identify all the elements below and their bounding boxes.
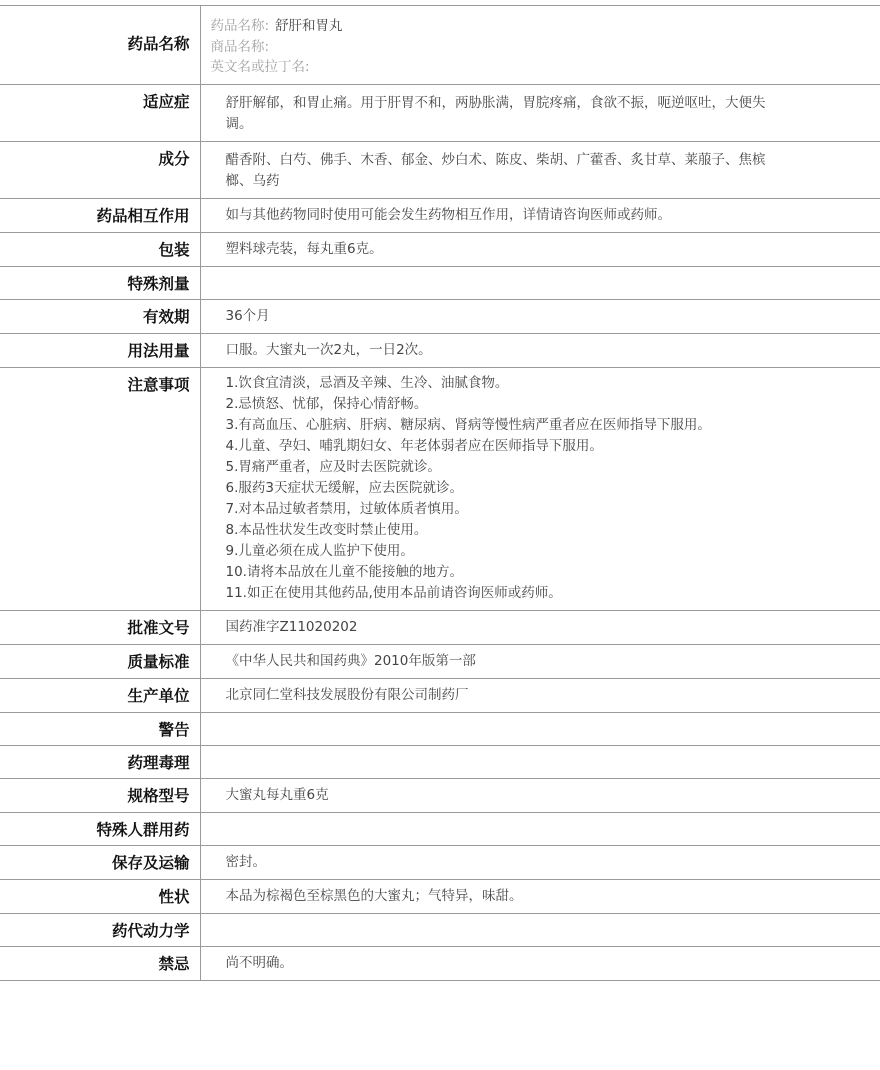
row-indications [0,84,880,141]
precaution-item: 2.忌愤怒、忧郁，保持心情舒畅。 [225,395,428,412]
precaution-item: 8.本品性状发生改变时禁止使用。 [225,521,428,538]
label-special-dosage: 特殊剂量 [0,266,200,299]
label-packaging: 包装 [0,232,200,266]
label-pharmacology: 药理毒理 [0,745,200,778]
row-quality-standard [0,644,880,678]
value-indications: 舒肝解郁，和胃止痛。用于肝胃不和，两胁胀满，胃脘疼痛，食欲不振，呃逆呕吐，大便失调。 [200,84,880,141]
row-special-population [0,812,880,845]
row-pharmacokinetics [0,913,880,946]
label-special-population: 特殊人群用药 [0,812,200,845]
row-specification [0,778,880,812]
precaution-item: 10.请将本品放在儿童不能接触的地方。 [225,563,463,580]
value-special-population [200,812,880,845]
label-manufacturer: 生产单位 [0,678,200,712]
value-precautions [200,367,880,610]
value-interactions: 如与其他药物同时使用可能会发生药物相互作用，详情请咨询医师或药师。 [200,198,880,232]
value-manufacturer: 北京同仁堂科技发展股份有限公司制药厂 [200,678,880,712]
label-quality-standard: 质量标准 [0,644,200,678]
value-drug-name [200,6,880,85]
precaution-item: 9.儿童必须在成人监护下使用。 [225,542,414,559]
value-specification: 大蜜丸每丸重6克 [200,778,880,812]
value-ingredients: 醋香附、白芍、佛手、木香、郁金、炒白术、陈皮、柴胡、广藿香、炙甘草、莱菔子、焦槟榔、乌药 [200,141,880,198]
label-storage: 保存及运输 [0,845,200,879]
label-contraindications: 禁忌 [0,946,200,980]
precaution-item: 1.饮食宜清淡，忌酒及辛辣、生冷、油腻食物。 [225,374,509,391]
label-warning: 警告 [0,712,200,745]
generic-name-value: 舒肝和胃丸 [275,18,343,34]
precaution-item: 4.儿童、孕妇、哺乳期妇女、年老体弱者应在医师指导下服用。 [225,437,603,454]
row-ingredients [0,141,880,198]
label-shelf-life: 有效期 [0,299,200,333]
row-usage [0,333,880,367]
precaution-item: 7.对本品过敏者禁用，过敏体质者慎用。 [225,500,468,517]
value-pharmacology [200,745,880,778]
row-description [0,879,880,913]
row-pharmacology [0,745,880,778]
value-pharmacokinetics [200,913,880,946]
label-drug-name: 药品名称 [0,6,200,85]
label-ingredients: 成分 [0,141,200,198]
label-pharmacokinetics: 药代动力学 [0,913,200,946]
trade-name-label: 商品名称: [210,38,270,55]
row-storage [0,845,880,879]
value-packaging: 塑料球壳装，每丸重6克。 [200,232,880,266]
label-description: 性状 [0,879,200,913]
precaution-item: 11.如正在使用其他药品,使用本品前请咨询医师或药师。 [225,584,562,601]
precaution-item: 5.胃痛严重者，应及时去医院就诊。 [225,458,441,475]
label-interactions: 药品相互作用 [0,198,200,232]
value-special-dosage [200,266,880,299]
trade-name-line [211,37,791,58]
value-storage: 密封。 [200,845,880,879]
label-usage: 用法用量 [0,333,200,367]
value-quality-standard: 《中华人民共和国药典》2010年版第一部 [200,644,880,678]
value-approval-number: 国药准字Z11020202 [200,610,880,644]
label-precautions: 注意事项 [0,367,200,610]
label-approval-number: 批准文号 [0,610,200,644]
row-warning [0,712,880,745]
value-contraindications: 尚不明确。 [200,946,880,980]
row-drug-name [0,6,880,85]
row-manufacturer [0,678,880,712]
drug-spec-table [0,5,880,981]
row-precautions [0,367,880,610]
value-shelf-life: 36个月 [200,299,880,333]
generic-name-label: 药品名称: [210,18,270,34]
row-packaging [0,232,880,266]
value-description: 本品为棕褐色至棕黑色的大蜜丸；气特异，味甜。 [200,879,880,913]
row-approval-number [0,610,880,644]
row-shelf-life [0,299,880,333]
precaution-item: 6.服药3天症状无缓解，应去医院就诊。 [225,479,463,496]
precaution-item: 3.有高血压、心脏病、肝病、糖尿病、肾病等慢性病严重者应在医师指导下服用。 [225,416,711,433]
precautions-list [226,373,791,604]
label-indications: 适应症 [0,84,200,141]
english-name-line [211,57,791,78]
row-interactions [0,198,880,232]
row-special-dosage [0,266,880,299]
label-specification: 规格型号 [0,778,200,812]
english-name-label: 英文名或拉丁名: [210,59,310,75]
value-usage: 口服。大蜜丸一次2丸，一日2次。 [200,333,880,367]
row-contraindications [0,946,880,980]
value-warning [200,712,880,745]
generic-name-line [211,16,791,37]
